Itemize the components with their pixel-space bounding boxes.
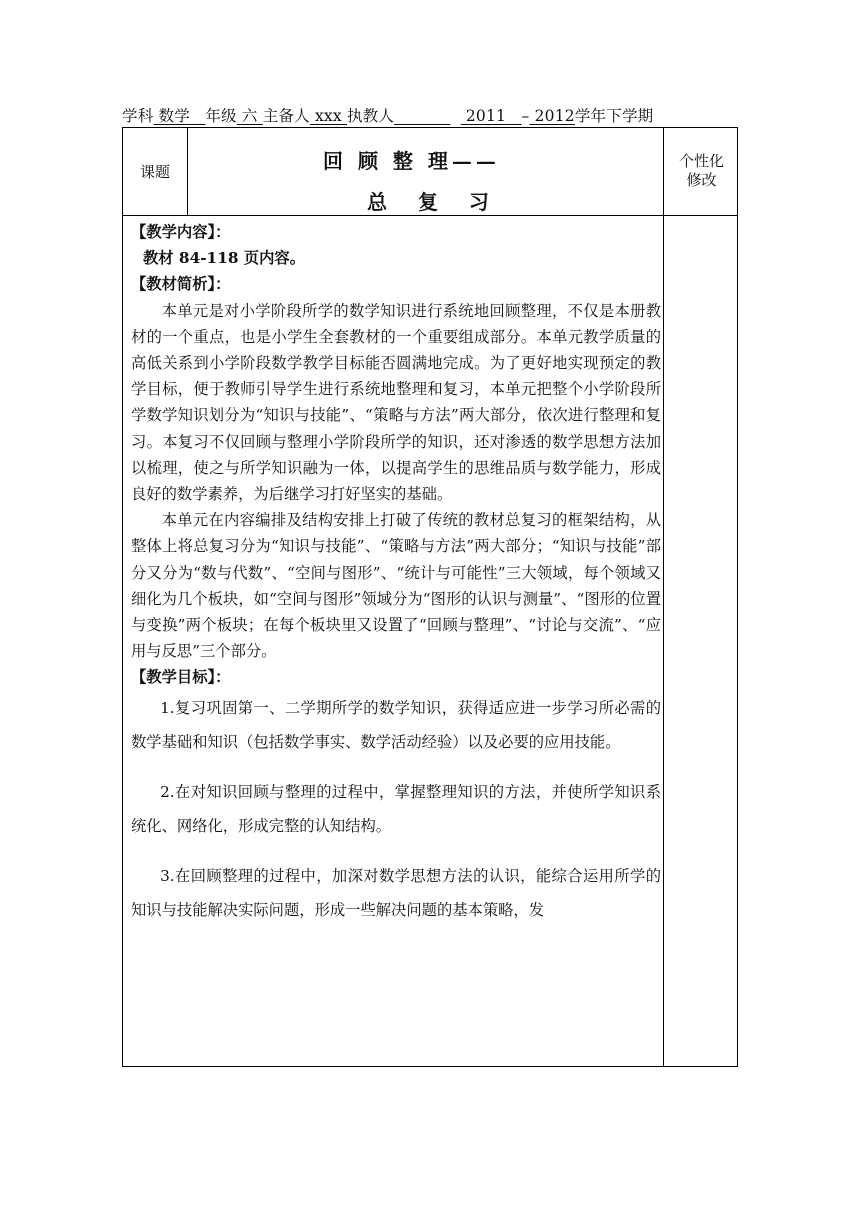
preparer-label: 主备人 xyxy=(262,107,310,125)
lesson-content xyxy=(131,219,661,928)
preparer-value: xxx xyxy=(314,107,342,125)
content-text: 教材 84-118 页内容。 xyxy=(143,249,305,268)
lesson-title-line1: 回 顾 整 理—— xyxy=(323,149,500,173)
term-label: 学年下学期 xyxy=(574,107,654,125)
document-header xyxy=(122,104,742,126)
lesson-title-line2: 总 复 习 xyxy=(367,190,501,214)
year-separator: – xyxy=(521,107,530,125)
analysis-paragraph-1: 本单元是对小学阶段所学的数学知识进行系统地回顾整理，不仅是本册教材的一个重点，也是小学生全套教材的一个重要组成部分。本单元教学质量的高低关系到小学阶段数学教学目标能否圆满地完成。为了更好地实现预定的教学目标，便于教师引导学生进行系统地整理和复习，本单元把整个小学阶段所学数学知识划分为“知识与技能”、“策略与方法”两大部分，依次进行整理和复习。本复习不仅回顾与整理小学阶段所学的知识，还对渗透的数学思想方法加以梳理，使之与所学知识融为一体，以提高学生的思维品质与数学能力，形成良好的数学素养，为后继学习打好坚实的基础。 xyxy=(131,301,661,504)
goal-1: 1.复习巩固第一、二学期所学的数学知识，获得适应进一步学习所必需的数学基础和知识（包括数学事实、数学活动经验）以及必要的应用技能。 xyxy=(131,698,661,752)
analysis-paragraph-2: 本单元在内容编排及结构安排上打破了传统的教材总复习的框架结构，从整体上将总复习分为“知识与技能”、“策略与方法”两大部分；“知识与技能”部分又分为“数与代数”、“空间与图形”、“统计与可能性”三大领域，每个领域又细化为几个板块，如“空间与图形”领域分为“图形的认识与测量”、“图形的位置与变换”两个板块；在每个板块里又设置了“回顾与整理”、“讨论与交流”、“应用与反思”三个部分。 xyxy=(131,511,661,661)
personalize-line1: 个性化 xyxy=(678,152,724,170)
col-divider-right xyxy=(663,128,664,1066)
year-end: 2012 xyxy=(534,107,575,125)
goal-2: 2.在对知识回顾与整理的过程中，掌握整理知识的方法，并使所学知识系统化、网络化，形成完整的认知结构。 xyxy=(131,782,661,836)
personalize-column-header xyxy=(664,152,739,190)
section-heading-goals: 【教学目标】： xyxy=(131,668,231,687)
section-heading-analysis: 【教材简析】： xyxy=(131,275,231,294)
grade-value: 六 xyxy=(241,107,258,125)
col-divider-left xyxy=(187,128,188,215)
year-start: 2011 xyxy=(465,107,507,125)
subject-label: 学科 xyxy=(122,107,154,125)
section-heading-content: 【教学内容】： xyxy=(131,223,231,241)
row-divider xyxy=(123,215,737,216)
grade-label: 年级 xyxy=(205,107,237,125)
personalize-line2: 修改 xyxy=(686,171,717,189)
topic-label: 课题 xyxy=(139,163,170,181)
teacher-label: 执教人 xyxy=(346,107,395,125)
teacher-value xyxy=(394,107,450,125)
lesson-plan-table xyxy=(122,127,738,1067)
subject-value: 数学 xyxy=(158,107,190,125)
goal-3: 3.在回顾整理的过程中，加深对数学思想方法的认识，能综合运用所学的知识与技能解决实际问题，形成一些解决问题的基本策略，发 xyxy=(131,866,661,920)
